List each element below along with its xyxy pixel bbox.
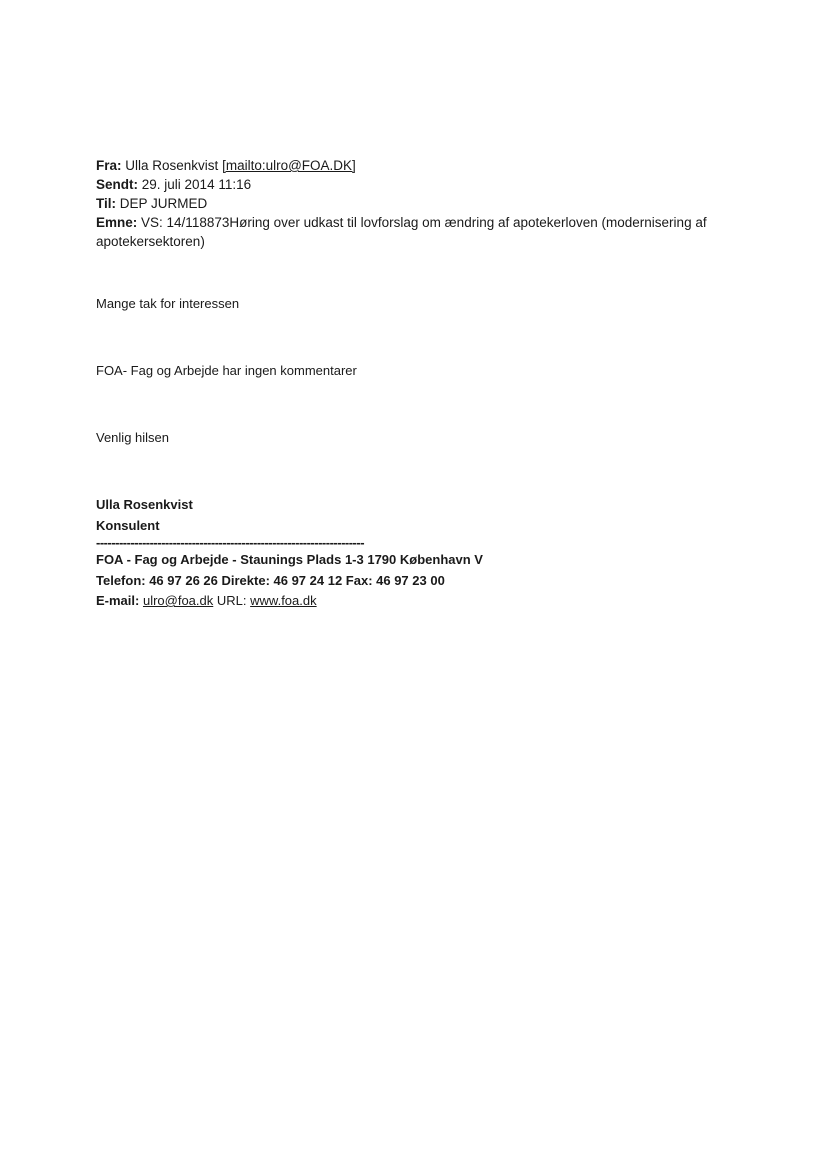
url-link[interactable]: www.foa.dk [250,593,317,608]
from-mailto-link[interactable]: [mailto:ulro@FOA.DK] [222,158,356,173]
email-link[interactable]: ulro@foa.dk [142,593,214,608]
body-paragraph-comment: FOA- Fag og Arbejde har ingen kommentarer [96,363,357,378]
email-label: E-mail: [96,593,140,608]
signature-title: Konsulent [96,517,160,533]
signature-org-line: FOA - Fag og Arbejde - Staunings Plads 1-3 1790 København V [96,552,483,567]
sent-line [96,175,736,194]
subject-line [96,213,736,251]
signature-block [96,495,596,612]
sent-value: 29. juli 2014 11:16 [141,177,252,192]
to-line [96,194,736,213]
email-header [96,156,736,251]
from-line [96,156,736,175]
signature-phone-line: Telefon: 46 97 26 26 Direkte: 46 97 24 12 Fax: 46 97 23 00 [96,572,445,588]
to-label: Til: [96,196,116,211]
from-label: Fra: [96,158,122,173]
sent-label: Sendt: [96,177,138,192]
body-paragraph-greeting: Venlig hilsen [96,430,169,445]
subject-label: Emne: [96,215,138,230]
signature-contact-line [96,591,596,612]
subject-value: VS: 14/118873Høring over udkast til lovforslag om ændring af apotekerloven (modernisering af apotekersektoren) [96,215,707,249]
body-paragraph-thanks: Mange tak for interessen [96,296,240,311]
to-value: DEP JURMED [119,196,208,211]
signature-divider: ---------------------------------------------------------------------- [96,536,365,550]
from-name: Ulla Rosenkvist [125,158,219,173]
signature-name: Ulla Rosenkvist [96,497,193,512]
url-label: URL: [216,593,247,608]
